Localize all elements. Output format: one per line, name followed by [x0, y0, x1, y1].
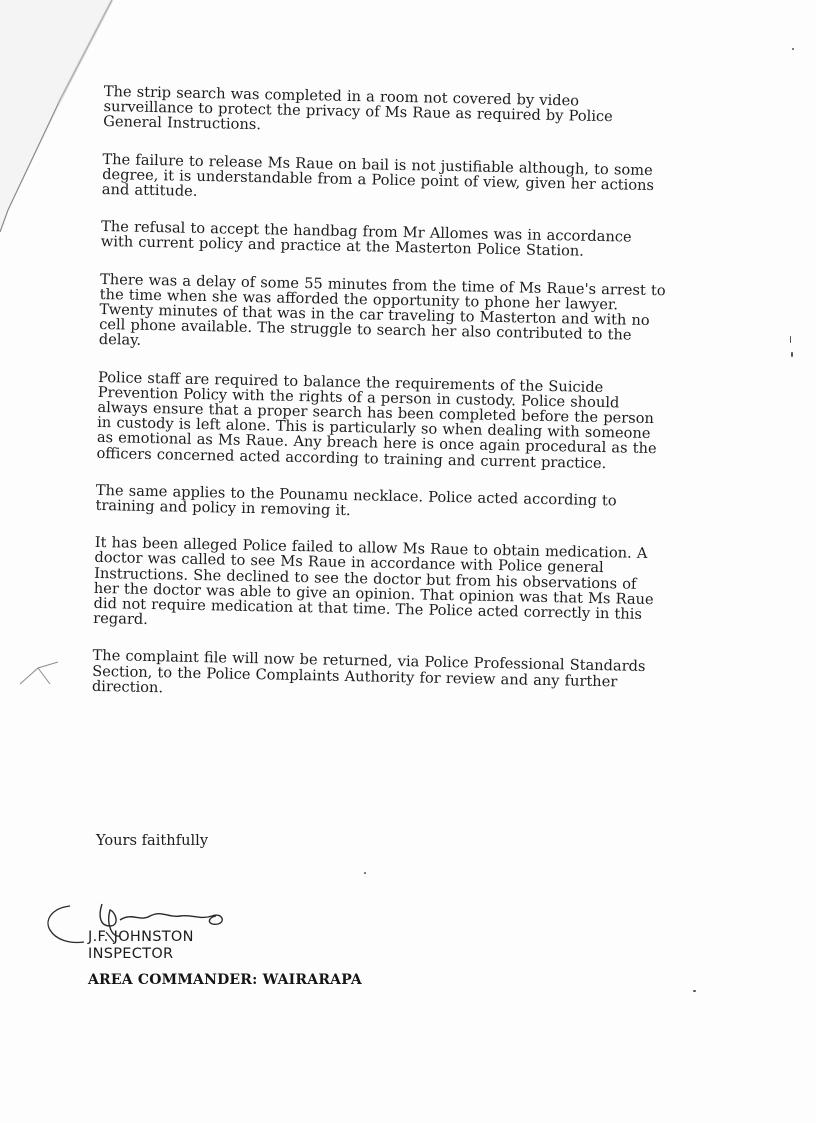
signatory-name: J.F. JOHNSTON	[88, 929, 194, 945]
scan-speck	[364, 872, 366, 874]
signatory-title: AREA COMMANDER: WAIRARAPA	[88, 972, 362, 988]
signatory-rank: INSPECTOR	[88, 945, 174, 962]
paragraph-medication: It has been alleged Police failed to allow Ms Raue to obtain medication. A doctor was called to see Ms Raue in accordance with Police general Instructions. She declined to see the doctor but from his observations of her the doctor was able to give an opinion. That opinion was that Ms Raue did not require medication at that time. The Police acted correctly in this regard.	[93, 534, 654, 629]
paragraph-strip-search: The strip search was completed in a room not covered by video surveillance to protect the privacy of Ms Raue as required by Police General Instructions.	[103, 83, 613, 134]
paragraph-bail: The failure to release Ms Raue on bail is not justifiable although, to some degree, it is understandable from a Police point of view, given her actions and attitude.	[101, 150, 655, 200]
letter-body	[91, 84, 670, 727]
scan-speck	[790, 336, 791, 343]
signature-block	[88, 929, 194, 962]
paragraph-delay: There was a delay of some 55 minutes from the time of Ms Raue's arrest to the time when she was afforded the opportunity to phone her lawyer. Twenty minutes of that was in the car traveling to Masterton and with no cell phone available. The struggle to search her also contributed to the delay.	[98, 270, 666, 350]
scan-speck	[791, 352, 793, 357]
paragraph-complaint-file: The complaint file will now be returned, via Police Professional Standards Section, to the Police Complaints Authority for review and any further direction.	[91, 647, 646, 697]
scan-speck	[693, 990, 696, 992]
closing-salutation: Yours faithfully	[96, 832, 209, 849]
paragraph-handbag: The refusal to accept the handbag from Mr Allomes was in accordance with current policy and practice at the Masterton Police Station.	[100, 218, 632, 261]
scan-speck	[792, 48, 794, 50]
paragraph-suicide-policy: Police staff are required to balance the requirements of the Suicide Prevention Policy with the rights of a person in custody. Police should always ensure that a proper search has been completed before the person in custody is left alone. This is particularly so when dealing with someone as emotional as Ms Raue. Any breach here is once again procedural as the officers concerned acted according to training and current practice.	[96, 368, 657, 472]
paragraph-necklace: The same applies to the Pounamu necklace. Police acted according to training and policy in removing it.	[95, 481, 617, 520]
scan-mark-left	[14, 640, 74, 700]
